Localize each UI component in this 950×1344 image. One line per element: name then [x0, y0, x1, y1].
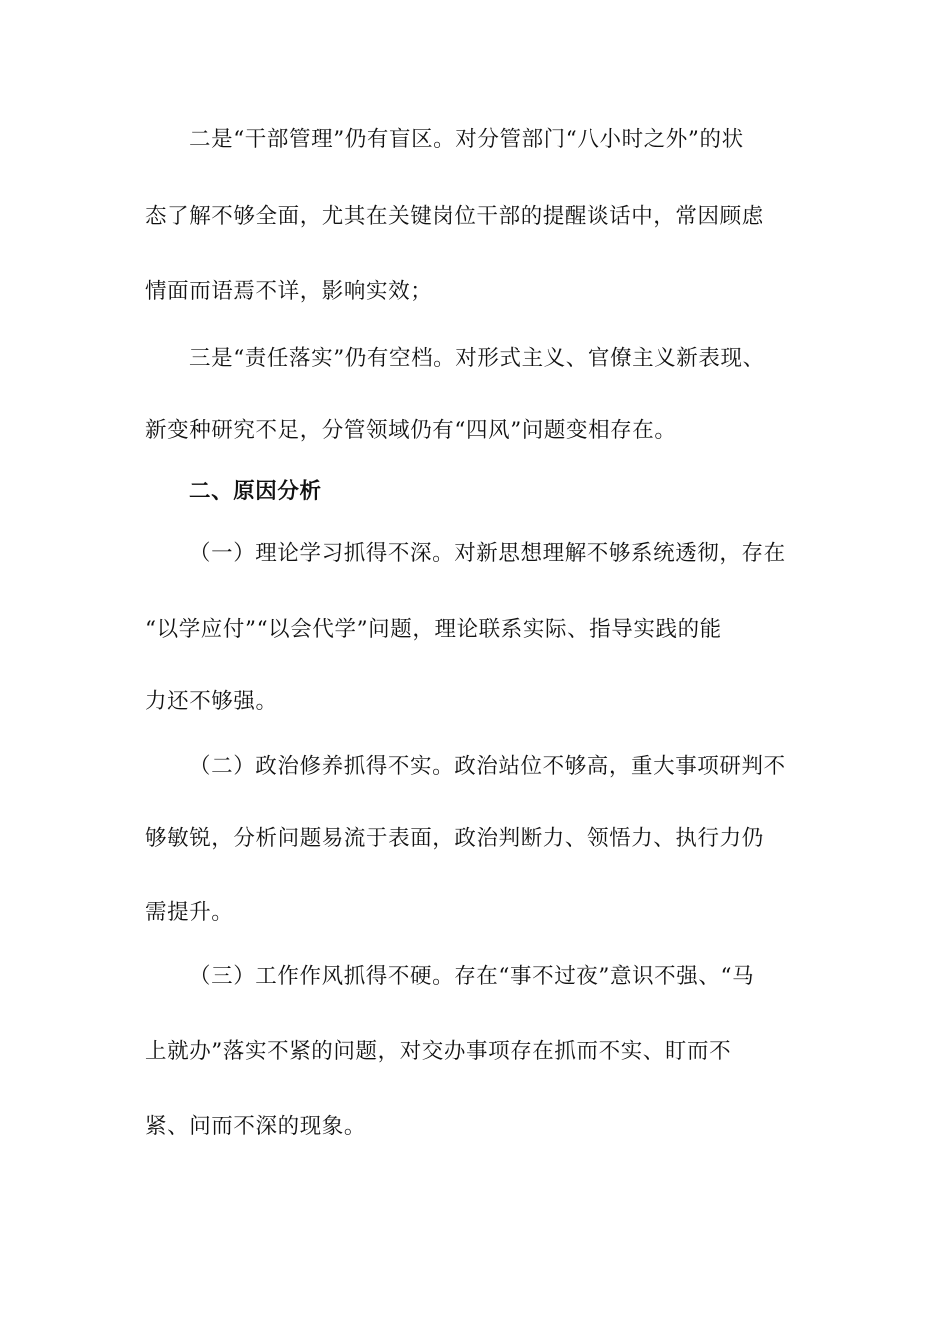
paragraph-line: 情面而语焉不详，影响实效； — [145, 279, 433, 304]
paragraph-line: 二是“干部管理”仍有盲区。对分管部门“八小时之外”的状 — [189, 127, 744, 152]
section-heading: 二、原因分析 — [189, 479, 322, 504]
paragraph-line: （三）工作作风抓得不硬。存在“事不过夜”意识不强、“马 — [189, 964, 755, 989]
paragraph-line: 三是“责任落实”仍有空档。对形式主义、官僚主义新表现、 — [189, 346, 765, 371]
paragraph-line: 力还不够强。 — [145, 689, 278, 714]
paragraph-line: （二）政治修养抓得不实。政治站位不够高，重大事项研判不 — [189, 754, 786, 779]
paragraph-line: 够敏锐，分析问题易流于表面，政治判断力、领悟力、执行力仍 — [145, 826, 764, 851]
paragraph-line: 紧、问而不深的现象。 — [145, 1114, 367, 1139]
paragraph-line: 需提升。 — [145, 900, 234, 925]
paragraph-line: 态了解不够全面，尤其在关键岗位干部的提醒谈话中，常因顾虑 — [145, 204, 764, 229]
paragraph-line: “以学应付”“以会代学”问题，理论联系实际、指导实践的能 — [145, 617, 722, 642]
paragraph-line: 新变种研究不足，分管领域仍有“四风”问题变相存在。 — [145, 418, 677, 443]
paragraph-line: 上就办”落实不紧的问题，对交办事项存在抓而不实、盯而不 — [145, 1039, 732, 1064]
paragraph-line: （一）理论学习抓得不深。对新思想理解不够系统透彻，存在 — [189, 541, 786, 566]
